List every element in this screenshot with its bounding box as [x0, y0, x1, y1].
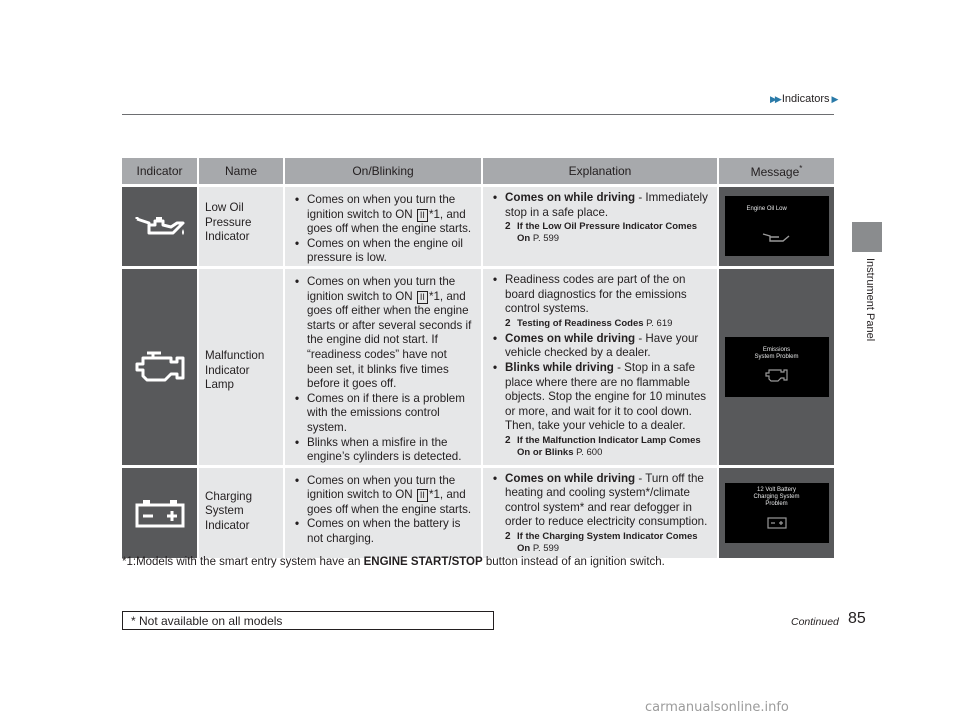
- col-name: Name: [198, 158, 284, 186]
- cross-reference[interactable]: 2 Testing of Readiness Codes P. 619: [493, 318, 711, 330]
- on-blinking-cell: [284, 466, 482, 558]
- list-item: • Comes on when you turn the ignition switch to ON II *1, and goes off either when the engine starts or after several seconds if the engine did not start. If “readiness codes” have not been set, it blinks five times before it goes off.: [295, 275, 473, 392]
- list-item: • Comes on if there is a problem with the emissions control system.: [295, 392, 473, 436]
- watermark: carmanualsonline.info: [645, 700, 789, 715]
- col-message: Message*: [718, 158, 834, 186]
- double-arrow-icon: ▶▶: [770, 93, 780, 104]
- list-item: • Blinks while driving - Stop in a safe place where there are no flammable objects. Stop the engine for 10 minutes or more, and wait for it to cool down. Then, take your vehicle to a dealer.: [493, 361, 711, 434]
- not-available-note: * Not available on all models: [122, 611, 494, 630]
- explanation-cell: [482, 267, 718, 466]
- screen-text: Engine Oil Low: [746, 206, 787, 213]
- engine-icon: [765, 367, 789, 383]
- list-item: • Comes on while driving - Turn off the heating and cooling system*/climate control system* and rear defogger in order to reduce electricity consumption.: [493, 472, 711, 530]
- name-line: Malfunction: [205, 348, 265, 362]
- header-rule: [122, 114, 834, 115]
- list-item: • Readiness codes are part of the on board diagnostics for the emissions control systems.: [493, 273, 711, 317]
- continued-label: Continued: [791, 616, 839, 628]
- name-line: Pressure: [205, 215, 252, 229]
- list-item: • Comes on while driving - Have your vehicle checked by a dealer.: [493, 332, 711, 361]
- name-cell: [198, 186, 284, 268]
- cross-reference[interactable]: 2 If the Malfunction Indicator Lamp Comes On or Blinks P. 600: [493, 435, 711, 459]
- name-cell: [198, 267, 284, 466]
- name-line: Indicator: [205, 518, 250, 532]
- table-row: [122, 186, 834, 268]
- list-item: • Comes on when the engine oil pressure is low.: [295, 237, 473, 266]
- list-item: • Comes on when you turn the ignition switch to ON II *1, and goes off when the engine starts.: [295, 193, 473, 237]
- message-screen: [725, 196, 829, 256]
- cross-reference[interactable]: 2 If the Charging System Indicator Comes On P. 599: [493, 531, 711, 555]
- name-cell: [198, 466, 284, 558]
- arrow-icon: ▶: [831, 93, 837, 104]
- col-explanation: Explanation: [482, 158, 718, 186]
- col-on-blinking: On/Blinking: [284, 158, 482, 186]
- on-blinking-cell: [284, 186, 482, 268]
- key-symbol: II: [417, 489, 428, 502]
- name-line: Charging: [205, 489, 253, 503]
- screen-text: Emissions System Problem: [754, 346, 799, 360]
- explanation-cell: [482, 186, 718, 268]
- list-item: • Blinks when a misfire in the engine’s cylinders is detected.: [295, 436, 473, 465]
- message-cell: [718, 186, 834, 268]
- page-number: 85: [848, 610, 866, 627]
- oil-can-icon: [761, 230, 791, 244]
- footnote: *1:Models with the smart entry system have an ENGINE START/STOP button instead of an ignition switch.: [122, 556, 665, 568]
- indicator-cell: [122, 267, 198, 466]
- name-line: System: [205, 504, 244, 518]
- cross-reference[interactable]: 2 If the Low Oil Pressure Indicator Comes On P. 599: [493, 221, 711, 245]
- key-symbol: II: [417, 291, 428, 304]
- screen-text: 12 Volt Battery Charging System Problem: [753, 486, 800, 507]
- list-item: • Comes on while driving - Immediately stop in a safe place.: [493, 191, 711, 220]
- list-item: • Comes on when the battery is not charging.: [295, 517, 473, 546]
- list-item: • Comes on when you turn the ignition switch to ON II *1, and goes off when the engine starts.: [295, 474, 473, 518]
- message-cell: [718, 267, 834, 466]
- battery-icon: [767, 515, 787, 529]
- key-symbol: II: [417, 209, 428, 222]
- indicator-cell: [122, 186, 198, 268]
- engine-icon: [133, 350, 187, 384]
- oil-can-icon: [133, 211, 187, 241]
- battery-icon: [133, 498, 187, 528]
- name-line: Indicator Lamp: [205, 363, 250, 392]
- explanation-cell: [482, 466, 718, 558]
- section-tab-label: Instrument Panel: [864, 258, 876, 342]
- indicator-table: [122, 158, 834, 558]
- col-indicator: Indicator: [122, 158, 198, 186]
- table-header-row: [122, 158, 834, 186]
- message-screen: [725, 337, 829, 397]
- message-cell: [718, 466, 834, 558]
- breadcrumb-label: Indicators: [781, 93, 830, 105]
- name-line: Indicator: [205, 230, 250, 244]
- table-row: [122, 267, 834, 466]
- table-row: [122, 466, 834, 558]
- message-screen: [725, 483, 829, 543]
- indicator-cell: [122, 466, 198, 558]
- section-tab: [852, 222, 882, 252]
- breadcrumb: [770, 93, 836, 105]
- name-line: Low Oil: [205, 201, 244, 214]
- on-blinking-cell: [284, 267, 482, 466]
